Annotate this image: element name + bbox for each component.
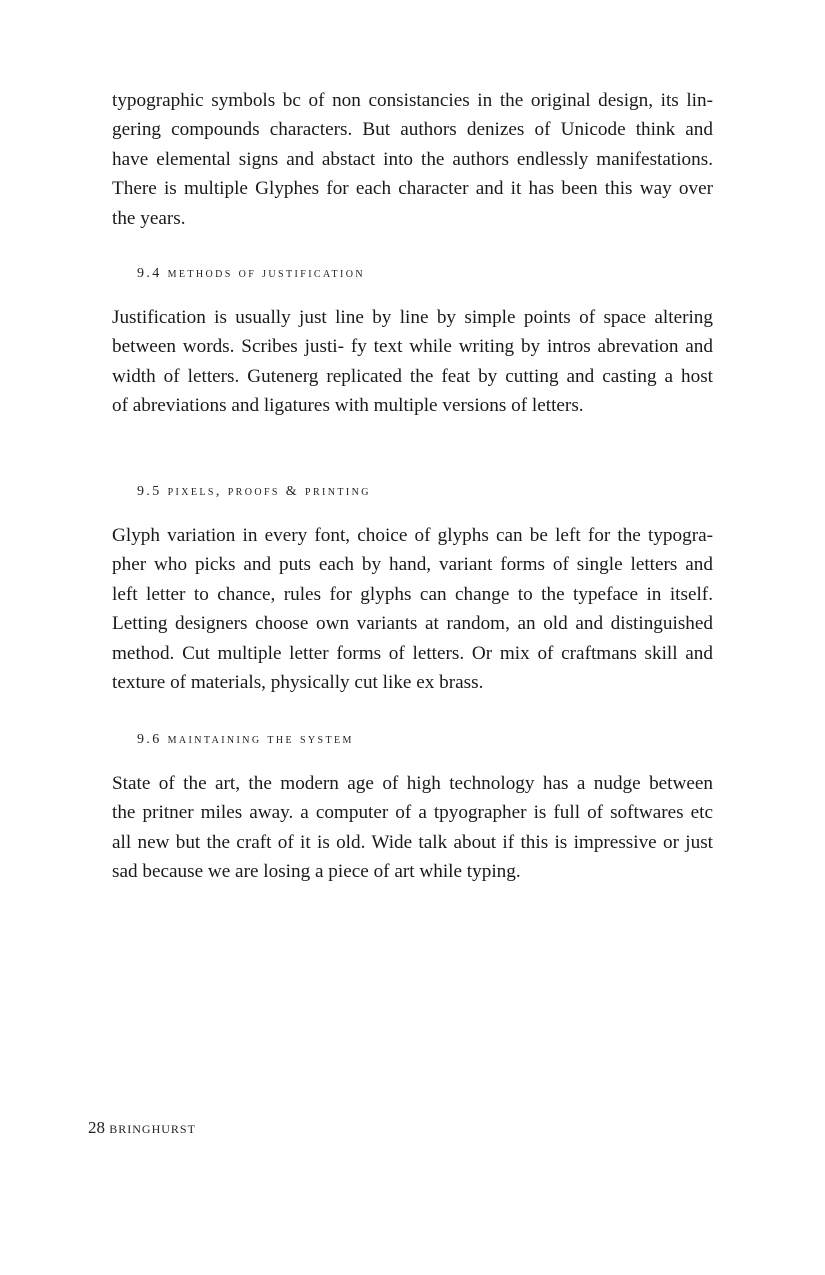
section-heading-9-5: 9.5 pixels, proofs & printing [137, 484, 371, 499]
text-line: method. Cut multiple letter forms of letters. Or mix of craftmans skill and [112, 642, 713, 664]
intro-paragraph [112, 86, 713, 233]
text-line: sad because we are losing a piece of art while typing. [112, 861, 521, 883]
text-line: There is multiple Glyphes for each character and it has been this way over [112, 178, 713, 200]
text-line: width of letters. Gutenerg replicated the feat by cutting and casting a host [112, 365, 713, 387]
section-text [112, 303, 713, 421]
section-heading-9-4: 9.4 methods of justification [137, 266, 365, 281]
text-line: gering compounds characters. But authors denizes of Unicode think and [112, 119, 713, 141]
text-line: have elemental signs and abstact into the authors endlessly manifestations. [112, 148, 713, 170]
text-line: between words. Scribes justi- fy text while writing by intros abrevation and [112, 336, 713, 358]
text-line: left letter to chance, rules for glyphs can change to the typeface in itself. [112, 583, 713, 605]
section-body-9-6 [112, 769, 713, 887]
text-line: texture of materials, physically cut like ex brass. [112, 672, 484, 694]
page-number: 28 [88, 1118, 105, 1137]
section-heading-9-6: 9.6 maintaining the system [137, 732, 354, 747]
text-line: Justification is usually just line by line by simple points of space altering [112, 307, 713, 328]
text-line: Glyph variation in every font, choice of glyphs can be left for the typogra- [112, 525, 713, 546]
text-line: the pritner miles away. a computer of a tpyographer is full of softwares etc [112, 802, 713, 824]
text-line: pher who picks and puts each by hand, variant forms of single letters and [112, 554, 713, 576]
text-line: typographic symbols bc of non consistancies in the original design, its lin- [112, 90, 713, 111]
text-line: the years. [112, 207, 186, 229]
section-text [112, 521, 713, 697]
running-head: bringhurst [109, 1118, 196, 1137]
section-body-9-4 [112, 303, 713, 421]
section-body-9-5 [112, 521, 713, 697]
section-text [112, 769, 713, 887]
text-line: State of the art, the modern age of high technology has a nudge between [112, 773, 713, 794]
text-line: Letting designers choose own variants at random, an old and distinguished [112, 613, 713, 635]
intro-text [112, 86, 713, 233]
text-line: all new but the craft of it is old. Wide talk about if this is impressive or just [112, 831, 713, 853]
page-footer [88, 1118, 196, 1138]
text-line: of abreviations and ligatures with multiple versions of letters. [112, 395, 584, 417]
